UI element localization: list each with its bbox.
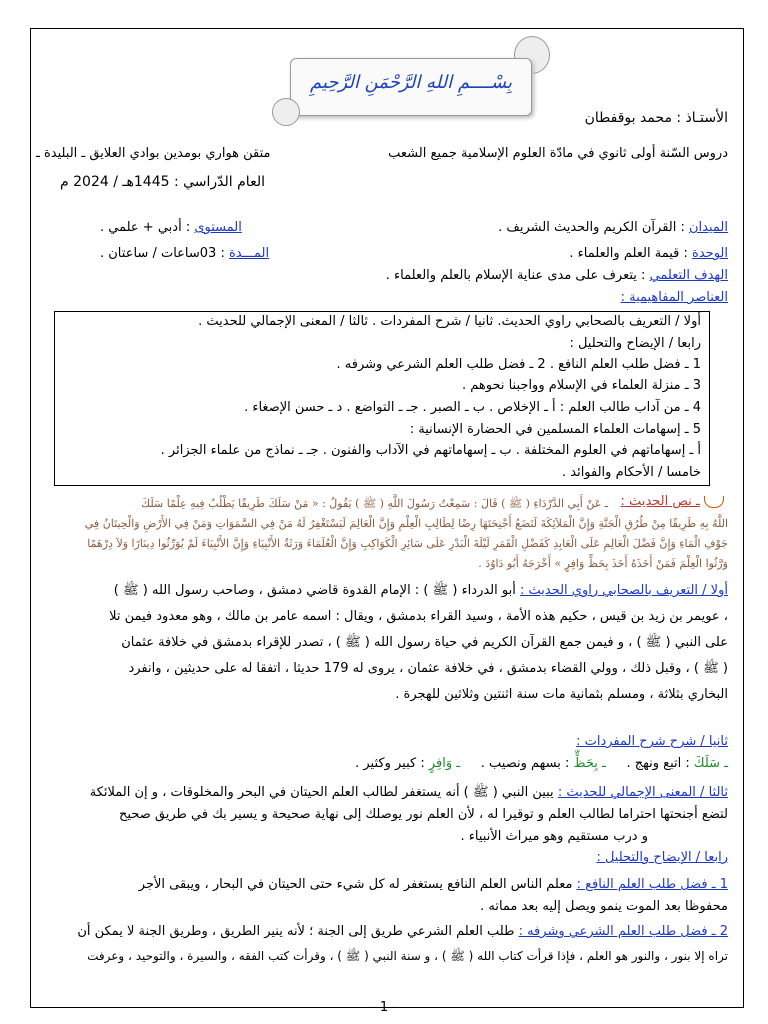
sub1-label: 1 ـ فضل طلب العلم النافع : [576,877,728,892]
hadith-line: ـ عَنْ أَبِي الدَّرْدَاءِ ( ﷺ ) قَالَ : سَمِعْتُ رَسُولَ اللَّهِ ( ﷺ ) يَقُولُ : « مَنْ سَلَكَ طَرِيقًا يَطْلُبُ فِيهِ عِلْمًا سَلَكَ [141,497,608,510]
unit-label: الوحدة [692,246,728,261]
section-companion-line: ، عويمر بن زيد بن قيس ، حكيم هذه الأمة ، وسيد القراء بدمشق ، ويقال : اسمه عامر بن مالك ، وهو معدود فيمن تلا [109,609,728,624]
field-value: : القرآن الكريم والحديث الشريف . [498,220,685,235]
sub1-line: معلم الناس العلم النافع يستغفر له كل شيء حتى الحيتان في البحار ، ويبقى الأجر [138,877,573,892]
goal-row [386,268,728,283]
section-meaning-line: و درب مستقيم وهو ميراث الأنبياء . [460,829,648,844]
page-number: - 1 - [371,1000,397,1015]
section-vocab-row [40,756,728,771]
course-title: دروس السّنة أولى ثانوي في مادّة العلوم الإسلامية جميع الشعب [388,146,728,161]
basmala-scroll [270,36,550,126]
element-line: 1 ـ فضل طلب العلم النافع . 2 ـ فضل طلب العلم الشرعي وشرفه . [336,357,701,372]
field-label: الميدان [689,220,728,235]
element-line: خامسا / الأحكام والفوائد . [561,465,701,480]
unit-value: : قيمة العلم والعلماء . [569,246,688,261]
scroll-curl-left [272,98,300,126]
vocab-word: ـ وَافِرٍ [428,756,461,771]
vocab-def: : كبير وكثير . [355,756,425,771]
goal-value: : يتعرف على مدى عناية الإسلام بالعلم والعلماء . [385,268,646,283]
duration-value: : 03ساعات / ساعتان . [100,246,225,261]
sub2-line: تراه إلا بنور ، والنور هو العلم ، فإذا قرأت كتاب الله ( ﷺ ) ، و سنة النبي ( ﷺ ) ، وقرأت كتب الفقه ، والسيرة ، والتوحيد ، وعرفت [87,949,728,963]
section-companion-line: ( ﷺ ) ، وقبل ذلك ، وولي القضاء بدمشق ، في خلافة عثمان ، يروى له 179 حديثا ، اتفقا له على حديثين ، وانفرد [128,661,728,676]
vocab-word: ـ سَلَكَ [693,756,728,771]
section-companion [40,578,728,708]
field-row [498,220,728,235]
vocab-def: : اتبع ونهج . [626,756,690,771]
element-line: 4 ـ من آداب طالب العلم : أ ـ الإخلاص . ب ـ الصبر . جـ ـ التواضع . د ـ حسن الإصغاء . [244,400,701,415]
sub2-line: طلب العلم الشرعي طريق إلى الجنة ؛ لأنه ينير الطريق ، وطريق الجنة لا يمكن أن [77,924,515,939]
section-meaning [40,782,728,848]
teacher-name: الأستـاذ : محمد بوقفطان [584,110,728,126]
sub2-label: 2 ـ فضل طلب العلم الشرعي وشرفه : [518,924,728,939]
duration-row [100,246,269,261]
basmala-text: بِسْــــمِ اللهِ الرَّحْمَنِ الرَّحِيمِ [309,72,512,93]
hadith-text [40,494,728,574]
section-companion-line: على النبي ( ﷺ ) ، و فيمن جمع القرآن الكريم في حياة رسول الله ( ﷺ ) ، تصدر للإقراء بدمشق في خلافة عثمان [121,635,728,650]
section-companion-line: البخاري بثلاثة ، ومسلم بثمانية مات سنة اثنتين وثلاثين للهجرة . [395,687,728,702]
vocab-def: : بسهم ونصيب . [480,756,570,771]
element-line: أولا / التعريف بالصحابي راوي الحديث. ثانيا / شرح المفردات . ثالثا / المعنى الإجمالي للحديث . [198,314,701,329]
hadith-line: وَرَّثُوا الْعِلْمَ فَمَنْ أَخَذَهُ أَخَذَ بِحَظٍّ وَافِرٍ » أَخْرَجَهُ أَبُو دَاوُدَ . [478,557,728,570]
elements-label: العناصر المفاهيمية : [620,290,728,305]
school-name: متقن هواري بومدين بوادي العلايق ـ البليدة ـ [36,146,271,161]
hadith-label: ـ نص الحديث : [620,494,700,509]
section-analysis-label: رابعا / الإيضاح والتحليل : [596,850,728,865]
school-year: العام الدّراسي : 1445هـ / 2024 م [60,174,265,190]
unit-row [569,246,728,261]
section-analysis-sub2 [40,920,728,968]
hadith-line: اللَّهُ بِهِ طَرِيقًا مِنْ طُرُقِ الْجَنَّةِ وَإِنَّ الْمَلاَئِكَةَ لَتَضَعُ أَجْنِحَتَهَا رِضًا لِطَالِبِ الْعِلْمِ وَإِنَّ الْعَالِمَ لَيَسْتَغْفِرُ لَهُ مَنْ فِي السَّمَوَاتِ وَمَنْ فِي الأَرْضِ وَالْحِيتَانُ فِي [84,517,728,530]
section-meaning-line: لتضع أجنحتها احتراما لطالب العلم و توقيرا له ، لأن العلم نور يوصلك إلى نهاية صحيحة و يسير بك في طريق صحيح [119,807,728,822]
element-line: رابعا / الإيضاح والتحليل : [569,336,701,351]
element-line: 3 ـ منزلة العلماء في الإسلام وواجبنا نحوهم . [461,378,701,393]
element-line: أ ـ إسهاماتهم في العلوم المختلفة . ب ـ إسهاماتهم في الآداب والفنون . جـ ـ نماذج من علماء الجزائر . [160,443,701,458]
level-value: : أدبي + علمي . [100,220,191,235]
section-companion-label: أولا / التعريف بالصحابي راوي الحديث : [519,583,728,598]
element-line: 5 ـ إسهامات العلماء المسلمين في الحضارة الإنسانية : [409,422,701,437]
goal-label: الهدف التعلمي [649,268,728,283]
section-meaning-line: يبين النبي ( ﷺ ) أنه يستغفر لطالب العلم الحيتان في البحر والمخلوقات ، و إن الملائكة [89,785,554,800]
elements-box [54,311,710,486]
duration-label: المـــدة [228,246,270,261]
section-companion-line: أبو الدرداء ( ﷺ ) : الإمام القدوة قاضي دمشق ، وصاحب رسول الله ( ﷺ ) [113,583,516,598]
vocab-word: ـ بِحَظٍّ [573,756,606,771]
section-vocab-label: ثانيا / شرح شرح المفردات : [576,734,728,749]
sub1-line: محفوظا بعد الموت ينمو ويصل إليه بعد مماته . [480,899,728,914]
section-analysis-sub1 [40,874,728,918]
section-meaning-label: ثالثا / المعنى الإجمالي للحديث : [557,785,728,800]
level-label: المستوى [194,220,242,235]
hadith-line: جَوْفِ الْمَاءِ وَإِنَّ فَضْلَ الْعَالِمِ عَلَى الْعَابِدِ كَفَضْلِ الْقَمَرِ لَيْلَةَ الْبَدْرِ عَلَى سَائِرِ الْكَوَاكِبِ وَإِنَّ الْعُلَمَاءَ وَرَثَةُ الأَنْبِيَاءِ وَإِنَّ الأَنْبِيَاءَ لَمْ يُوَرِّثُوا دِينَارًا وَلاَ دِرْهَمًا [87,537,728,550]
level-row [100,220,242,235]
